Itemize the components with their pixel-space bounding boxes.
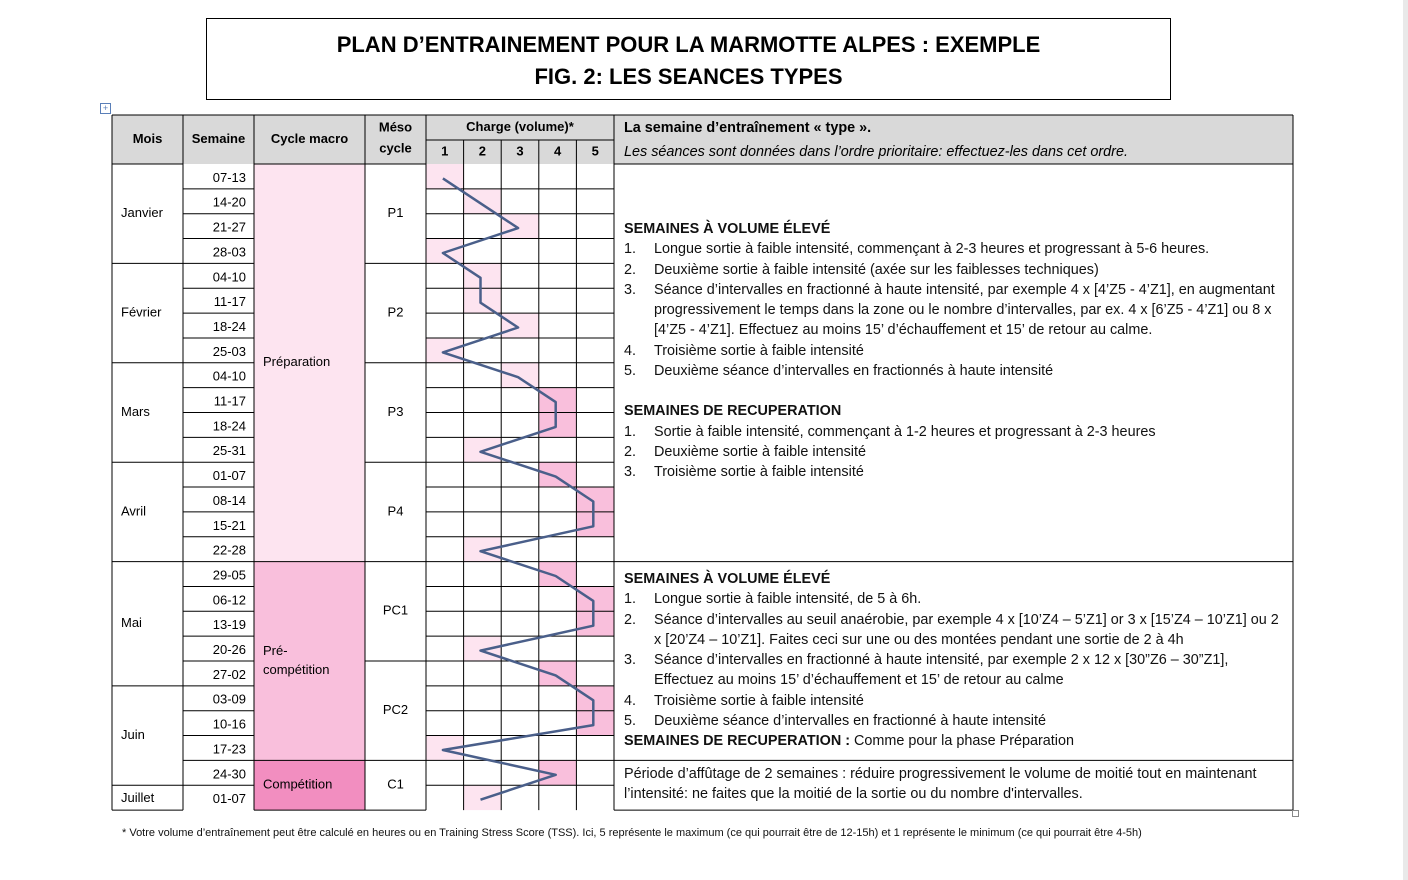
meso-cycle-label: C1 — [387, 776, 404, 792]
week-label: 25-31 — [212, 443, 246, 459]
charge-level-label: 3 — [516, 143, 524, 159]
list-item: 4. Troisième sortie à faible intensité — [624, 342, 864, 359]
prep-recovery-title: SEMAINES DE RECUPERATION — [624, 403, 842, 420]
charge-cell-fill — [464, 288, 502, 313]
document-title: PLAN D’ENTRAINEMENT POUR LA MARMOTTE ALPES : EXEMPLE — [336, 32, 1041, 57]
list-item: 5. Deuxième séance d’intervalles en fractionné à haute intensité — [624, 713, 1046, 730]
meso-cycle-label: P4 — [387, 503, 404, 519]
list-item: 5. Deuxième séance d’intervalles en fractionnés à haute intensité — [624, 363, 1054, 380]
charge-cell-fill — [576, 487, 614, 512]
prep-high-volume-title: SEMAINES À VOLUME ÉLEVÉ — [624, 221, 831, 237]
week-label: 17-23 — [212, 741, 246, 757]
charge-cell-fill — [464, 263, 502, 288]
week-label: 20-26 — [212, 642, 246, 658]
charge-cell-fill — [576, 512, 614, 537]
week-label: 21-27 — [212, 219, 246, 235]
week-label: 24-30 — [212, 766, 246, 782]
month-label: Mai — [121, 615, 142, 631]
list-item: 1. Longue sortie à faible intensité, de 5 à 6h. — [624, 591, 922, 608]
header-meso: Méso — [378, 119, 413, 135]
meso-cycle-label: P2 — [387, 304, 404, 320]
charge-cell-fill — [501, 363, 539, 388]
header-cycle: cycle — [379, 140, 412, 156]
list-item: 2. Séance d’intervalles au seuil anaérobie, par exemple 4 x [10’Z4 – 5’Z1] or 3 x [15’Z4 – 10’Z1] ou 2 x [20’Z4 – 10’Z1]. Faites ceci sur une ou des montées pendant une sortie de 2 à 4h — [624, 611, 1279, 648]
month-label: Avril — [121, 503, 147, 519]
week-type-subtitle: Les séances sont données dans l’ordre prioritaire: effectuez-les dans cet ordre. — [624, 144, 1128, 160]
meso-cycle-label: PC2 — [382, 702, 409, 718]
charge-cell-fill — [539, 562, 577, 587]
charge-cell-fill — [576, 711, 614, 736]
charge-cell-fill — [501, 214, 539, 239]
week-label: 04-10 — [212, 368, 246, 384]
charge-cell-fill — [576, 611, 614, 636]
meso-cycle-label: PC1 — [382, 602, 409, 618]
macro-cycle-label: compétition — [263, 661, 330, 677]
month-label: Février — [121, 304, 162, 320]
charge-cell-fill — [539, 388, 577, 413]
week-label: 06-12 — [212, 592, 246, 608]
charge-cell-fill — [464, 189, 502, 214]
list-item: 3. Séance d’intervalles en fractionné à haute intensité, par exemple 4 x [4’Z5 - 4’Z1], en augmentant progressivement le temps dans la zone ou le nombre d’intervalles, par ex. 4 x [6’Z5 - 4’Z1] ou 8 x [4’Z5 - 4’Z1]. Effectuez au moins 15’ d’échauffement et 15’ de retour au calme. — [624, 281, 1275, 339]
charge-cell-fill — [426, 338, 464, 363]
header-cycle-macro: Cycle macro — [270, 130, 349, 146]
charge-cell-fill — [464, 537, 502, 562]
charge-cell-fill — [464, 437, 502, 462]
week-label: 15-21 — [212, 517, 246, 533]
week-label: 14-20 — [212, 194, 246, 210]
charge-level-label: 4 — [553, 143, 562, 159]
precomp-recovery-line: SEMAINES DE RECUPERATION : Comme pour la phase Préparation — [624, 733, 1074, 750]
meso-cycle-label: P1 — [387, 205, 404, 221]
footnote: * Votre volume d’entraînement peut être calculé en heures ou en Training Stress Score (TSS). Ici, 5 représente le maximum (ce qui pourrait être de 12-15h) et 1 représente le minimum (ce qui pourrait être 4-5h) — [122, 827, 1142, 839]
list-item: 2. Deuxième sortie à faible intensité — [624, 443, 866, 460]
precompetition-description — [624, 569, 1289, 752]
week-label: 28-03 — [212, 244, 246, 260]
list-item: 3. Troisième sortie à faible intensité — [624, 464, 864, 481]
week-type-header — [624, 116, 1294, 164]
charge-cell-fill — [576, 586, 614, 611]
charge-cell-fill — [426, 164, 464, 189]
week-label: 29-05 — [212, 567, 246, 583]
header-mois: Mois — [132, 130, 163, 146]
charge-cell-fill — [576, 686, 614, 711]
table-resize-handle-icon[interactable] — [1292, 810, 1299, 817]
week-label: 07-13 — [212, 169, 246, 185]
week-label: 25-03 — [212, 343, 246, 359]
figure-title: FIG. 2: LES SEANCES TYPES — [534, 64, 843, 89]
week-label: 18-24 — [212, 318, 246, 334]
macro-cycle-label: Préparation — [263, 354, 331, 370]
charge-cell-fill — [539, 462, 577, 487]
list-item: 2. Deuxième sortie à faible intensité (axée sur les faiblesses techniques) — [624, 261, 1099, 278]
list-item: 4. Troisième sortie à faible intensité — [624, 692, 864, 709]
macro-cycle-label: Compétition — [263, 776, 333, 792]
week-label: 08-14 — [212, 492, 246, 508]
charge-cell-fill — [426, 239, 464, 264]
header-charge: Charge (volume)* — [466, 118, 574, 134]
week-label: 04-10 — [212, 269, 246, 285]
week-label: 18-24 — [212, 418, 246, 434]
header-semaine: Semaine — [191, 130, 246, 146]
precomp-high-volume-title: SEMAINES À VOLUME ÉLEVÉ — [624, 571, 831, 587]
charge-cell-fill — [539, 413, 577, 438]
week-label: 03-09 — [212, 691, 246, 707]
charge-cell-fill — [464, 785, 502, 810]
macro-cycle-label: Pré- — [263, 642, 288, 658]
week-label: 11-17 — [213, 294, 246, 310]
charge-cell-fill — [464, 636, 502, 661]
charge-level-label: 5 — [591, 143, 599, 159]
month-label: Juillet — [121, 790, 155, 806]
week-label: 27-02 — [212, 666, 246, 682]
week-label: 22-28 — [212, 542, 246, 558]
charge-cell-fill — [539, 661, 577, 686]
preparation-description — [624, 219, 1284, 483]
list-item: 3. Séance d’intervalles en fractionné à haute intensité, par exemple 2 x 12 x [30”Z6 – 30”Z1], Effectuez au moins 15’ d’échauffement et 15’ de retour au calme — [624, 652, 1229, 689]
month-label: Janvier — [121, 205, 163, 221]
competition-description: Période d’affûtage de 2 semaines : réduire progressivement le volume de moitié tout en maintenant l’intensité: ne faites que la moitié de la sortie ou du nombre d'intervalles. — [624, 766, 1257, 803]
window-edge — [1403, 0, 1408, 880]
month-label: Juin — [121, 726, 145, 742]
week-label: 11-17 — [213, 393, 246, 409]
week-type-title: La semaine d’entraînement « type ». — [624, 120, 872, 136]
charge-level-label: 1 — [441, 143, 449, 159]
week-label: 13-19 — [212, 617, 246, 633]
table-move-handle-icon[interactable]: + — [100, 103, 111, 114]
charge-cell-fill — [501, 313, 539, 338]
month-label: Mars — [121, 403, 150, 419]
week-label: 01-07 — [212, 791, 246, 807]
week-label: 10-16 — [212, 716, 246, 732]
week-label: 01-07 — [212, 468, 246, 484]
list-item: 1. Sortie à faible intensité, commençant à 1-2 heures et progressant à 2-3 heures — [624, 423, 1156, 440]
charge-level-label: 2 — [478, 143, 487, 159]
meso-cycle-label: P3 — [387, 403, 404, 419]
list-item: 1. Longue sortie à faible intensité, commençant à 2-3 heures et progressant à 5-6 heures. — [624, 241, 1210, 258]
